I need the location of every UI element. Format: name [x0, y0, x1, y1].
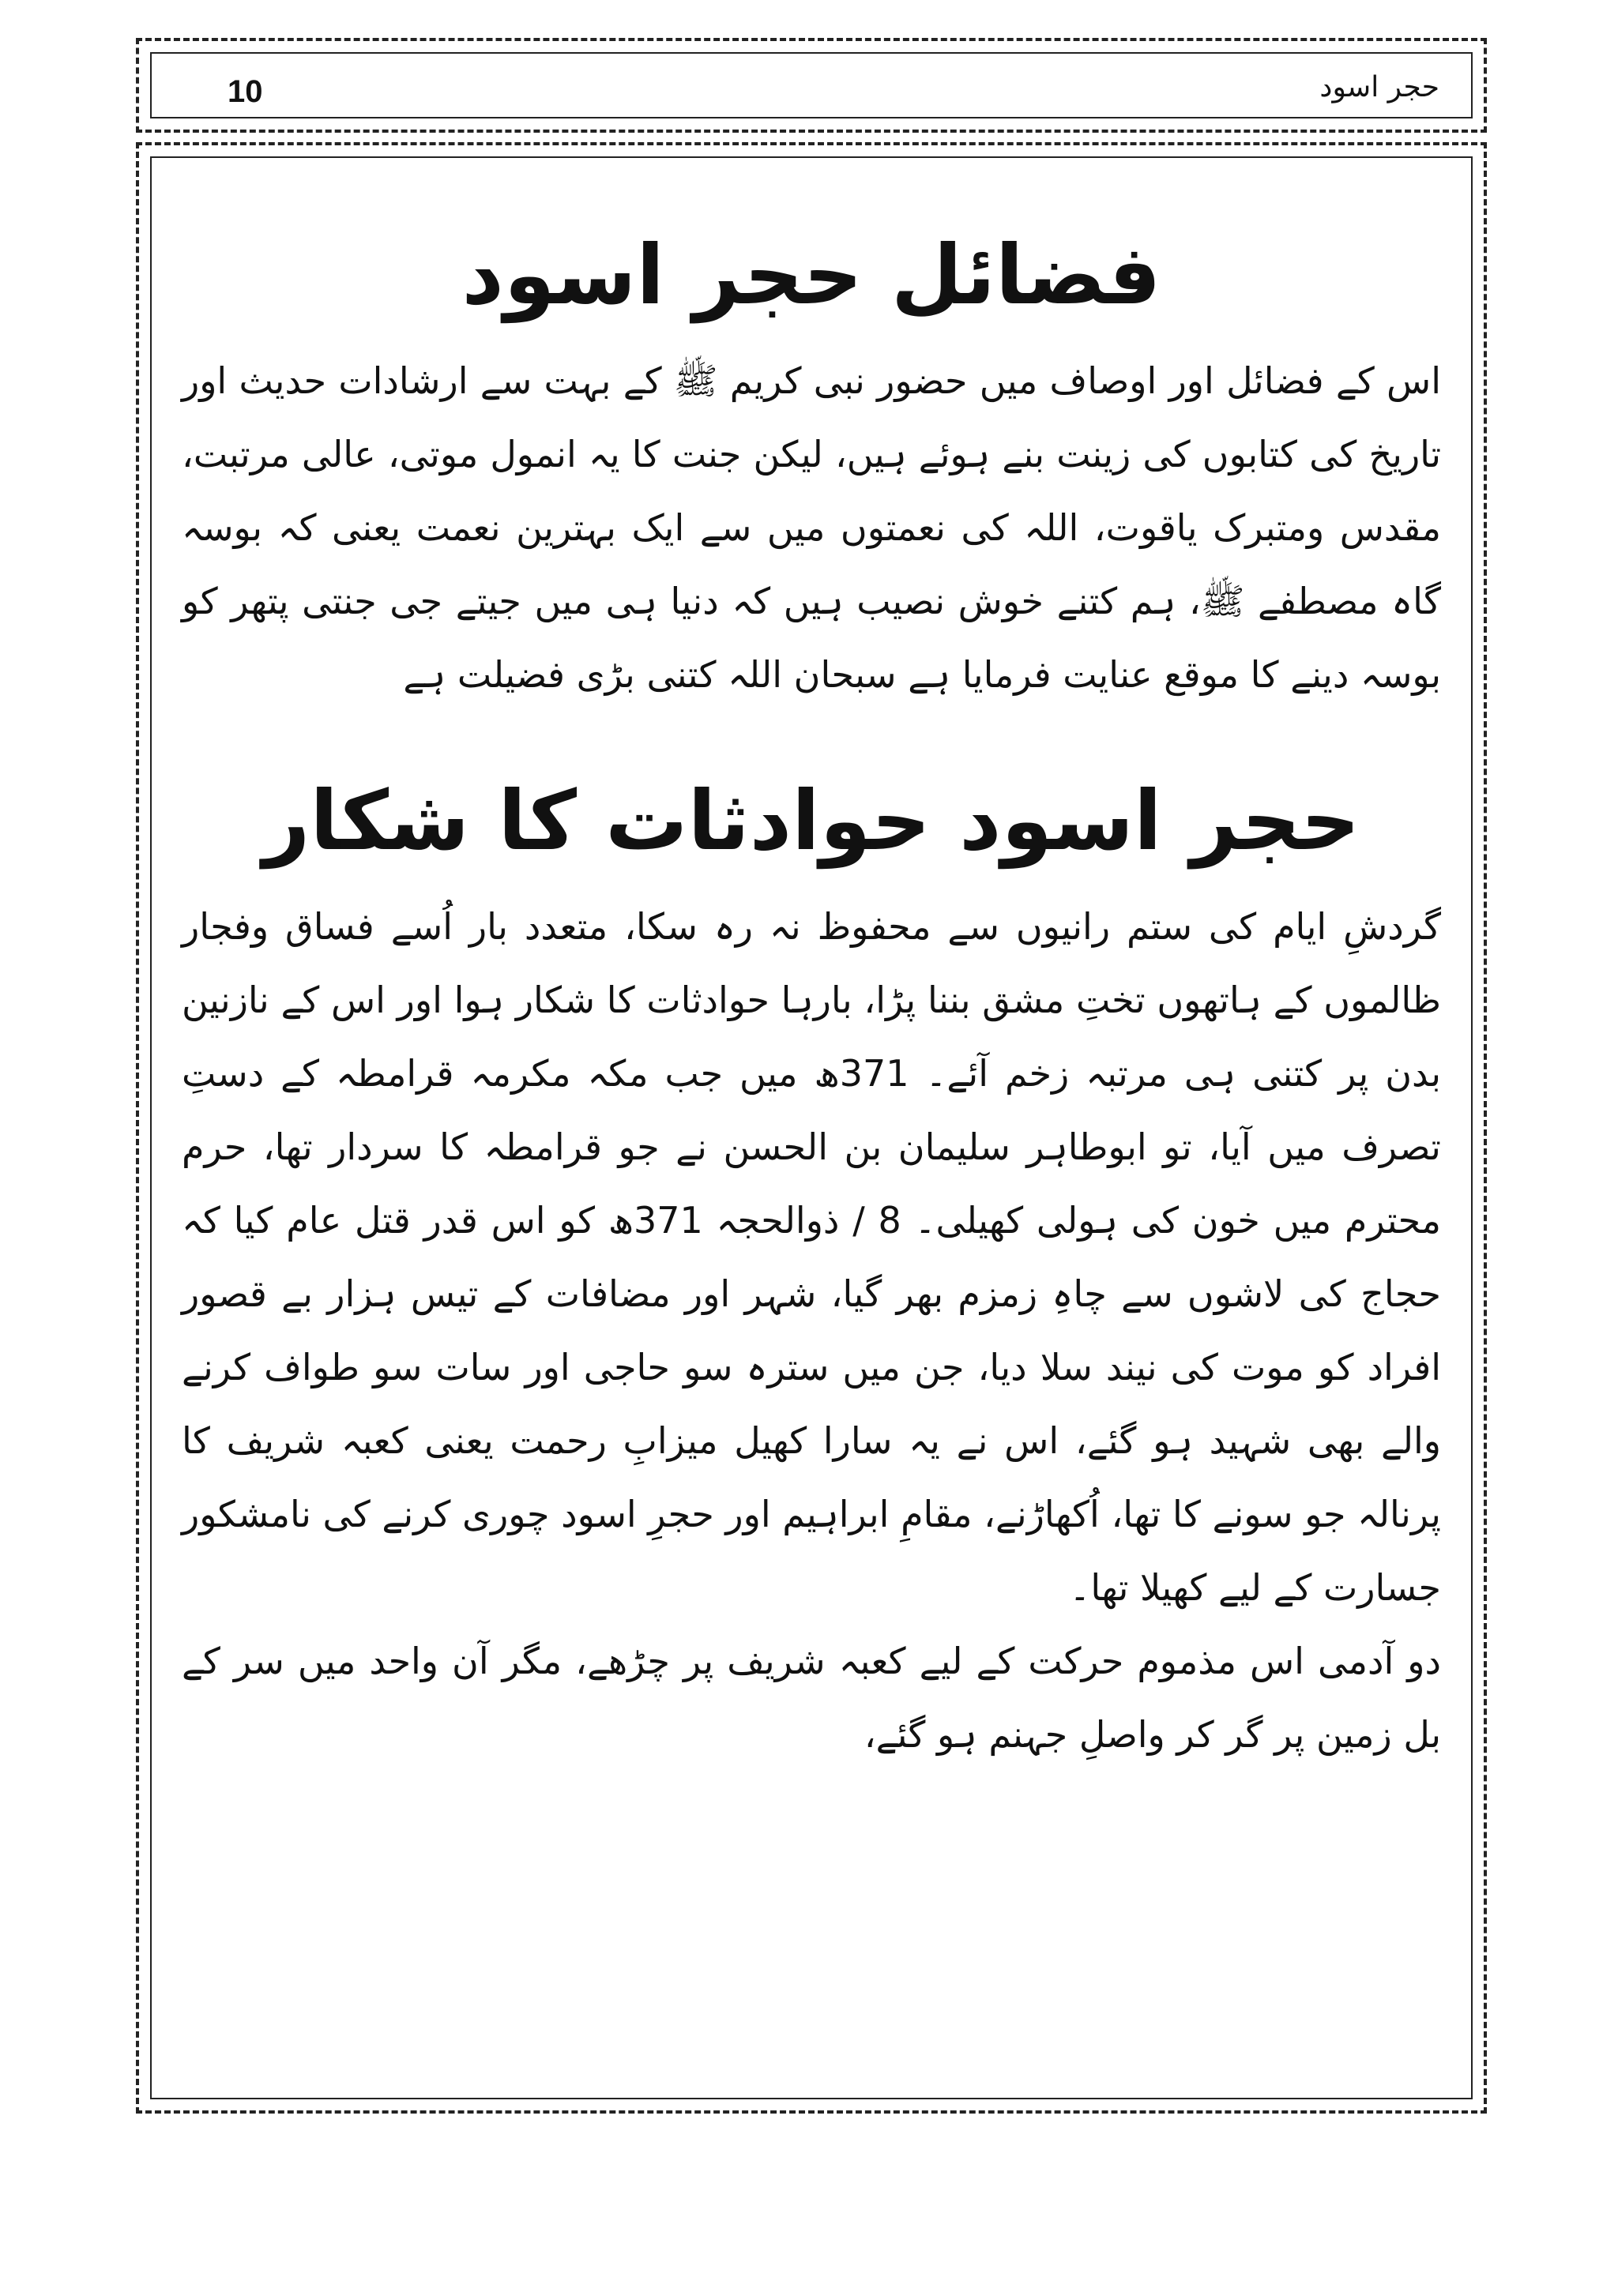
paragraph-incidents-1: گردشِ ایام کی ستم رانیوں سے محفوظ نہ رہ سکا، متعدد بار اُسے فساق وفجار ظالموں کے ہاتھوں تختِ مشق بننا پڑا، بارہا حوادثات کا شکار ہوا اور اس کے نازنین بدن پر کتنی ہی مرتبہ زخم آئے۔ 371ھ میں جب مکہ مکرمہ قرامطہ کے دستِ تصرف میں آیا، تو ابوطاہر سلیمان بن الحسن نے جو قرامطہ کا سردار تھا، حرم محترم میں خون کی ہولی کھیلی۔ 8 / ذوالحجہ 371ھ کو اس قدر قتل عام کیا کہ حجاج کی لاشوں سے چاہِ زمزم بھر گیا، شہر اور مضافات کے تیس ہزار بے قصور افراد کو موت کی نیند سلا دیا، جن میں سترہ سو حاجی اور سات سو طواف کرنے والے بھی شہید ہو گئے، اس نے یہ سارا کھیل میزابِ رحمت یعنی کعبہ شریف کا پرنالہ جو سونے کا تھا، اُکھاڑنے، مقامِ ابراہیم اور حجرِ اسود چوری کرنے کی نامشکور جسارت کے لیے کھیلا تھا۔	[182, 905, 1442, 1609]
paragraph-virtues: اس کے فضائل اور اوصاف میں حضور نبی کریم ﷺ کے بہت سے ارشادات حدیث اور تاریخ کی کتابوں کی زینت بنے ہوئے ہیں، لیکن جنت کا یہ انمول موتی، عالی مرتبت، مقدس ومتبرک یاقوت، اللہ کی نعمتوں میں سے ایک بہترین نعمت یعنی کہ بوسہ گاہ مصطفے ﷺ، ہم کتنے خوش نصیب ہیں کہ دنیا ہی میں جیتے جی جنتی پتھر کو بوسہ دینے کا موقع عنایت فرمایا ہے سبحان اللہ کتنی بڑی فضیلت ہے	[182, 359, 1441, 696]
page-content	[177, 190, 1446, 1772]
section-heading-virtues: فضائل حجر اسود	[461, 227, 1161, 323]
body-inner-border	[150, 156, 1473, 2099]
running-head: حجر اسود	[1319, 71, 1439, 103]
header-inner-border	[150, 52, 1473, 118]
section-heading-incidents: حجر اسود حوادثات کا شکار	[262, 772, 1360, 869]
paragraph-incidents-2: دو آدمی اس مذموم حرکت کے لیے کعبہ شریف پر چڑھے، مگر آن واحد میں سر کے بل زمین پر گر کر واصلِ جہنم ہو گئے،	[182, 1640, 1441, 1756]
page-number: 10	[228, 74, 263, 109]
page-header	[136, 38, 1487, 133]
page-body	[136, 142, 1487, 2114]
